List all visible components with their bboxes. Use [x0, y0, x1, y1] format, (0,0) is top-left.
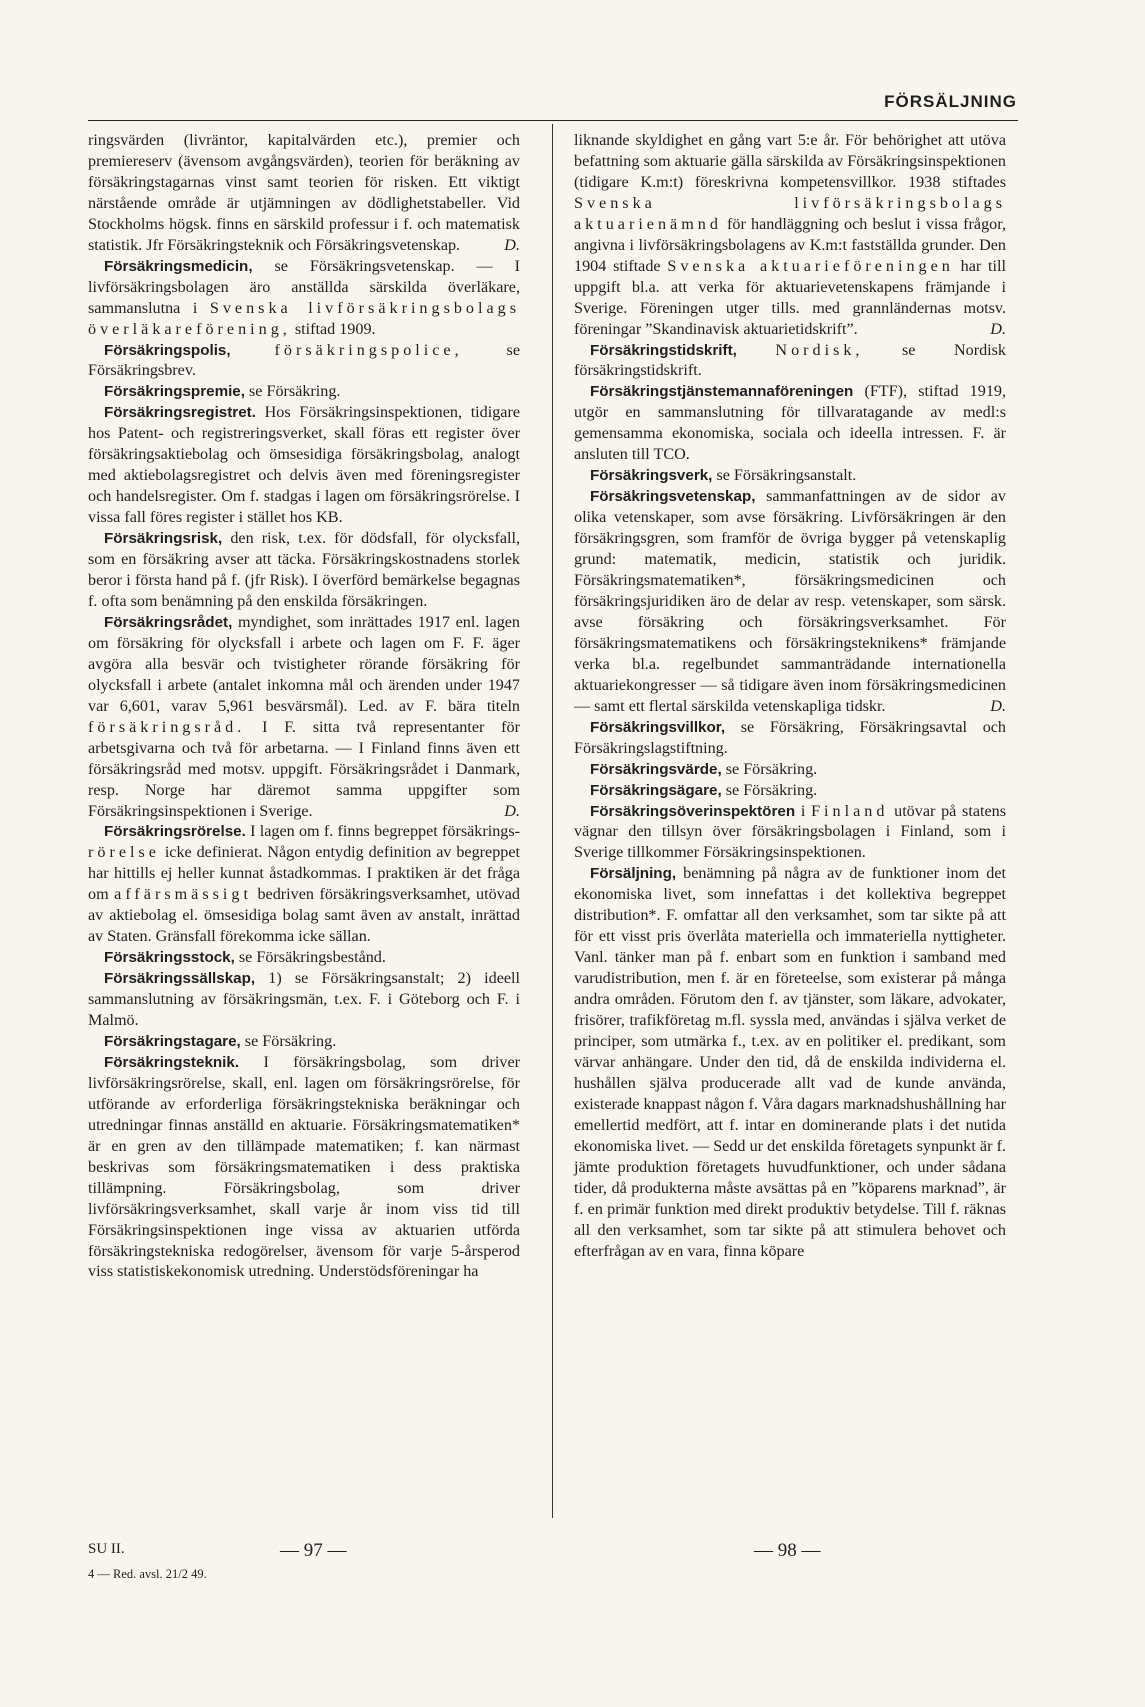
- entry-text: I försäkringsbolag, som driver livförsäkringsrörelse, skall, enl. lagen om försäkringsrörelse, för utförande av erforderliga försäkringstekniska beräkningar och utredningar finnas anställd en aktuarie. Försäkringsmatematiken* är en gren av den tillämpade matematiken; f. kan närmast beskrivas som försäkringsmatematiken i dess praktiska tillämpning. Försäkringsbolag, som driver livförsäkringsverksamhet, skall varje år inom viss tid till Försäkringsinspektionen inge vissa av aktuarien utförda försäkringstekniska redogörelser, ävensom för varje 5-årsperod viss statistiskekonomisk utredning. Understödsföreningar ha: [88, 1053, 520, 1281]
- entry-headword: Försäkringspremie,: [104, 383, 245, 401]
- entry-text: se Försäkring.: [240, 1032, 337, 1050]
- dictionary-entry: [574, 781, 1006, 802]
- right-column: [574, 131, 1006, 1262]
- entry-headword: Försäkringsrörelse.: [104, 823, 246, 841]
- entry-headword: Försäkringsstock,: [104, 949, 235, 967]
- entry-text: stiftad 1909.: [290, 320, 376, 338]
- spaced-emphasis: Nordisk,: [775, 341, 864, 359]
- left-column: [88, 131, 520, 1283]
- spaced-emphasis: rörelse: [88, 844, 160, 862]
- dictionary-entry: [88, 403, 520, 529]
- spaced-emphasis: Svenska aktuarieföreningen: [667, 257, 954, 275]
- dictionary-entry: [88, 131, 520, 257]
- entry-headword: Försäkringsöverinspektören: [590, 802, 796, 820]
- entry-text: [231, 342, 275, 359]
- entry-headword: Försäkringsvärde,: [590, 760, 722, 778]
- spaced-emphasis: försäkringspolice,: [274, 341, 463, 359]
- dictionary-entry: [88, 822, 520, 948]
- entry-text: se Försäkringsbestånd.: [234, 949, 386, 967]
- entry-headword: Försäkringsvillkor,: [590, 718, 726, 736]
- entry-headword: Försäkringsrådet,: [104, 613, 233, 631]
- entry-text: Hos Försäkringsinspektionen, tidigare hos Patent- och registreringsverket, skall föras ett register över försäkringsaktiebolag och ömsesidiga försäkringsbolag, analogt med aktiebolagsregistret och delvis även med föreningsregister och handelsregister. Om f. stadgas i lagen om försäkringsrörelse. I vissa fall föres register i stället hos KB.: [88, 404, 520, 527]
- entry-headword: Försäkringsteknik.: [104, 1053, 240, 1071]
- spaced-emphasis: affärsmässigt: [114, 886, 252, 904]
- dictionary-entry: [88, 969, 520, 1032]
- dictionary-entry: [574, 802, 1006, 865]
- entry-headword: Försäkringsägare,: [590, 781, 722, 799]
- entry-text: har till uppgift bl.a. att verka för aktuarievetenskapens främjande i Sverige. Föreningen utger tills. med grannländernas motsv. föreningar ”Skandinavisk aktuarietidskrift”.: [574, 257, 1006, 338]
- dictionary-entry: [88, 613, 520, 823]
- entry-text: benämning på några av de funktioner inom det ekonomiska livet, som innefattas i det kollektiva begreppet distribution*. F. omfattar all den verksamhet, som tar sikte på att för ett visst pris överlåta materiella och immateriella nyttigheter. Vanl. tänker man på f. enbart som en funktion i samband med varudistribution, men f. är en företeelse, som existerar på många andra områden. Förutom den f. av tjänster, som läkare, advokater, frisörer, trafikföretag m.fl. syssla med, användas i själva verket de principer, som utmärka f., t.ex. av en politiker el. predikant, som värvar anhängare. Under den tid, då de enskilda individerna el. hushållen själva producerade allt vad de kunde använda, existerade knappast någon f. Våra dagars marknadshushållning har emellertid medfört, att f. intar en dominerande plats i det nutida ekonomiska livet. — Sedd ur det enskilda företagets synpunkt är f. jämte produktion företagets huvudfunktioner, och under sådana tider, då produkterna måste avsättas på en ”köparens marknad”, är f. en primär funktion med direkt produktiv betydelse. Till f. räknas all den verksamhet, som tar sikte på att stimulera behovet och efterfrågan av en vara, finna köpare: [574, 865, 1006, 1260]
- dictionary-entry: [574, 466, 1006, 487]
- entry-headword: Försäkringstagare,: [104, 1032, 241, 1050]
- dictionary-entry: [88, 1032, 520, 1053]
- entry-text: se Försäkringsvetenskap. — I livförsäkringsbolagen äro anställda särskilda överläkare, sammanslutna i: [88, 257, 520, 317]
- entry-text: liknande skyldighet en gång vart 5:e år. För behörighet att utöva befattning som aktuarie gälla särskilda av Försäkringsinspektionen (tidigare K.m:t) föreskrivna kompetensvillkor. 1938 stiftades: [574, 132, 1006, 191]
- entry-text: myndighet, som inrättades 1917 enl. lagen om försäkring för olycksfall i arbete och lagen om F. F. äger avgöra alla besvär och tvistigheter rörande försäkring för olycksfall i arbete (antalet inkomna mål och ärenden under 1947 var 6,601, varav 5,961 besvärsmål). Led. av F. bära titeln: [88, 613, 520, 715]
- entry-text: se Försäkring, Försäkringsavtal och Försäkringslagstiftning.: [574, 718, 1006, 757]
- entry-text: se Försäkringsbrev.: [88, 341, 520, 380]
- entry-text: för handläggning och beslut i vissa frågor, angivna i livförsäkringsbolagens av K.m:t fastställda grunder. Den 1904 stiftade: [574, 215, 1006, 275]
- editorial-note: 4 — Red. avsl. 21/2 49.: [88, 1567, 207, 1581]
- author-signature: D.: [504, 802, 520, 820]
- entry-text: icke definierat. Någon entydig definition av begreppet har hittills ej heller kunnat åstadkommas. I praktiken är det fråga om: [88, 844, 520, 904]
- entry-text: I F. sitta två representanter för arbetsgivarna och två för arbetarna. — I Finland finns även ett försäkringsråd med motsv. uppgift. Försäkringsrådet i Danmark, resp. Norge har däremot samma uppgifter som Försäkringsinspektionen i Sverige.: [88, 718, 520, 820]
- entry-text: utövar på statens vägnar den tillsyn över försäkringsbolagen i Finland, som i Sverige tillkommer Försäkringsinspektionen.: [574, 802, 1006, 862]
- entry-text: se Försäkring.: [721, 781, 818, 799]
- entry-text: se Nordisk försäkringstidskrift.: [574, 341, 1006, 380]
- dictionary-entry: [574, 341, 1006, 383]
- author-signature: D.: [990, 320, 1006, 338]
- entry-text: den risk, t.ex. för dödsfall, för olycksfall, som en försäkring avser att täcka. Försäkringskostnadens storlek beror i första hand på f. (jfr Risk). I överförd bemärkelse begagnas f. ofta som benämning på den enskilda försäkringen.: [88, 530, 520, 610]
- dictionary-entry: [574, 131, 1006, 341]
- entry-text: i: [795, 802, 812, 820]
- dictionary-entry: [574, 487, 1006, 717]
- dictionary-entry: [88, 257, 520, 341]
- spaced-emphasis: Svenska livförsäkringsbolags aktuarienämnd: [574, 194, 1006, 233]
- dictionary-entry: [88, 382, 520, 403]
- entry-text: se Försäkring.: [244, 383, 341, 401]
- entry-headword: Försäkringspolis,: [104, 341, 231, 359]
- dictionary-entry: [88, 529, 520, 613]
- entry-text: 1) se Försäkringsanstalt; 2) ideell sammanslutning av försäkringsmän, t.ex. F. i Göteborg och F. i Malmö.: [88, 970, 520, 1030]
- entry-headword: Försäkringsrisk,: [104, 530, 223, 548]
- page-number-right: — 98 —: [754, 1540, 821, 1561]
- dictionary-entry: [574, 760, 1006, 781]
- entry-headword: Försäkringsmedicin,: [104, 257, 253, 275]
- entry-text: se Försäkringsanstalt.: [712, 467, 857, 485]
- signature-mark: SU II.: [88, 1541, 125, 1557]
- entry-text: (FTF), stiftad 1919, utgör en sammanslutning för tillvaratagande av medl:s gemensamma ekonomiska, sociala och ideella intressen. F. är ansluten till TCO.: [574, 383, 1006, 464]
- page-header: FÖRSÄLJNING: [884, 92, 1017, 111]
- page-number-left: — 97 —: [280, 1540, 347, 1561]
- entry-text: bedriven försäkringsverksamhet, utövad av aktiebolag el. ömsesidiga bolag samt även av anstalt, inrättad av Staten. Gränsfall förekomma icke sällan.: [88, 886, 520, 946]
- spaced-emphasis: Svenska livförsäkringsbolags överläkareförening,: [88, 299, 520, 338]
- entry-text: I lagen om f. finns begreppet försäkrings-: [245, 823, 520, 841]
- entry-headword: Försäkringsvetenskap,: [590, 488, 756, 506]
- entry-headword: Försäljning,: [590, 865, 677, 883]
- header-rule: [88, 120, 1018, 121]
- author-signature: D.: [990, 697, 1006, 715]
- entry-text: ringsvärden (livräntor, kapitalvärden etc.), premier och premiereserv (ävensom avgångsvärden), teorien för beräkning av försäkringstagarnas vinst samt teorien för risken. Ett viktigt närstående område är utjämningen av dödlighetstabeller. Vid Stockholms högsk. finns en särskild professur i f. och matematisk statistik. Jfr Försäkringsteknik och Försäkringsvetenskap.: [88, 132, 520, 254]
- entry-headword: Försäkringsregistret.: [104, 404, 256, 422]
- dictionary-entry: [574, 864, 1006, 1262]
- spaced-emphasis: försäkringsråd.: [88, 718, 246, 736]
- entry-text: sammanfattningen av de sidor av olika vetenskaper, som avse försäkring. Livförsäkringen är den försäkringsgren, som framför de övriga bygger på vetenskaplig grund: matematik, medicin, statistik och juridik. Försäkringsmatematiken*, försäkringsmedicinen och försäkringsjuridiken äro de delar av resp. vetenskaper, som särsk. avse försäkring och försäkringsverksamhet. För försäkringsmatematikens och försäkringsteknikens* främjande verka bl.a. regelbundet sammanträdande internationella aktuariekongresser — så tidigare även inom försäkringsmedicinen — samt ett flertal särskilda vetenskapliga tidskr.: [574, 488, 1006, 715]
- author-signature: D.: [504, 236, 520, 254]
- entry-headword: Försäkringstjänstemannaföreningen: [590, 383, 854, 401]
- entry-headword: Försäkringssällskap,: [104, 970, 256, 988]
- entry-headword: Försäkringsverk,: [590, 467, 713, 485]
- entry-headword: Försäkringstidskrift,: [590, 341, 737, 359]
- column-divider: [552, 124, 553, 1518]
- dictionary-entry: [574, 382, 1006, 466]
- dictionary-entry: [88, 341, 520, 383]
- dictionary-entry: [574, 718, 1006, 760]
- dictionary-entry: [88, 1053, 520, 1283]
- spaced-emphasis: Finland: [811, 802, 889, 820]
- entry-text: [737, 342, 776, 359]
- dictionary-entry: [88, 948, 520, 969]
- entry-text: se Försäkring.: [721, 760, 818, 778]
